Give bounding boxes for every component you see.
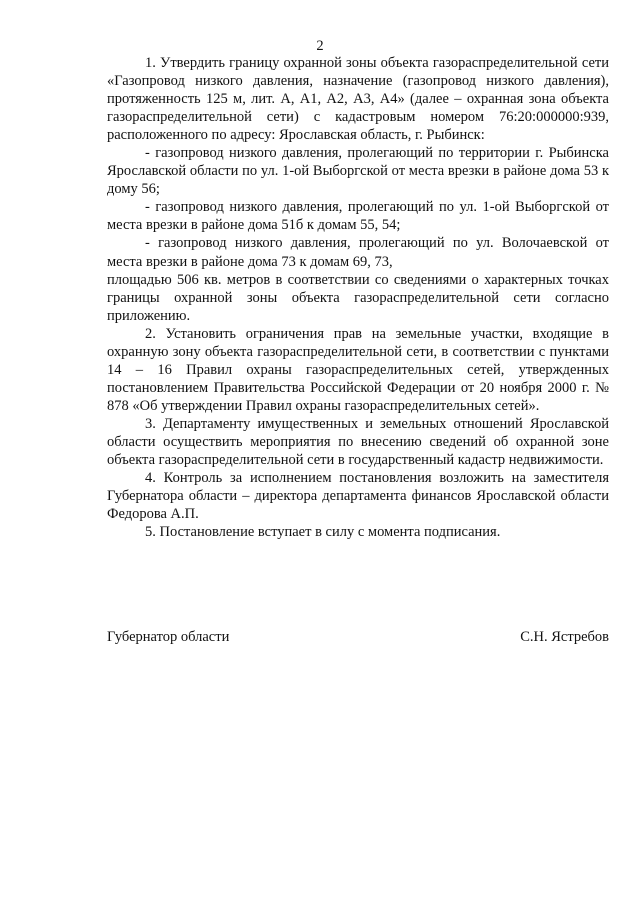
bullet-pipeline-volochaevskaya: - газопровод низкого давления, пролегающий по ул. Волочаевской от места врезки в районе дома 73 к домам 69, 73, [107, 235, 609, 270]
bullet-pipeline-vyborgskaya-51b: - газопровод низкого давления, пролегающий по ул. 1-ой Выборгской от места врезки в районе дома 51б к домам 55, 54; [107, 199, 609, 234]
signatory-name: С.Н. Ястребов [520, 629, 609, 645]
document-body [107, 54, 609, 541]
page-number: 2 [316, 38, 324, 54]
paragraph-4-control: 4. Контроль за исполнением постановления возложить на заместителя Губернатора области – директора департамента финансов Ярославской области Федорова А.П. [107, 470, 609, 523]
paragraph-3-department: 3. Департаменту имущественных и земельных отношений Ярославской области осуществить мероприятия по внесению сведений об охранной зоне объекта газораспределительной сети в государственный кадастр недвижимости. [107, 415, 609, 469]
paragraph-2-restrictions: 2. Установить ограничения прав на земельные участки, входящие в охранную зону объекта газораспределительной сети, в соответствии с пунктами 14 – 16 Правил охраны газораспределительных сетей, утвержденных постановлением Правительства Российской Федерации от 20 ноября 2000 г. № 878 «Об утверждении Правил охраны газораспределительных сетей». [107, 325, 609, 414]
paragraph-5-effective: 5. Постановление вступает в силу с момента подписания. [145, 524, 501, 541]
signatory-position: Губернатор области [107, 629, 230, 645]
paragraph-1-boundary: 1. Утвердить границу охранной зоны объекта газораспределительной сети «Газопровод низкого давления, назначение (газопровод низкого давления), протяженность 125 м, лит. А, А1, А2, А3, А4» (далее – охранная зона объекта газораспределительной сети) с кадастровым номером 76:20:000000:939, расположенного по адресу: Ярославская область, г. Рыбинск: [107, 55, 609, 144]
paragraph-area-continuation: площадью 506 кв. метров в соответствии со сведениями о характерных точках границы охранной зоны объекта газораспределительной сети согласно приложению. [107, 271, 609, 324]
signature-block [107, 628, 609, 646]
bullet-pipeline-vyborgskaya-53: - газопровод низкого давления, пролегающий по территории г. Рыбинска Ярославской области по ул. 1-ой Выборгской от места врезки в районе дома 53 к дому 56; [107, 145, 609, 198]
